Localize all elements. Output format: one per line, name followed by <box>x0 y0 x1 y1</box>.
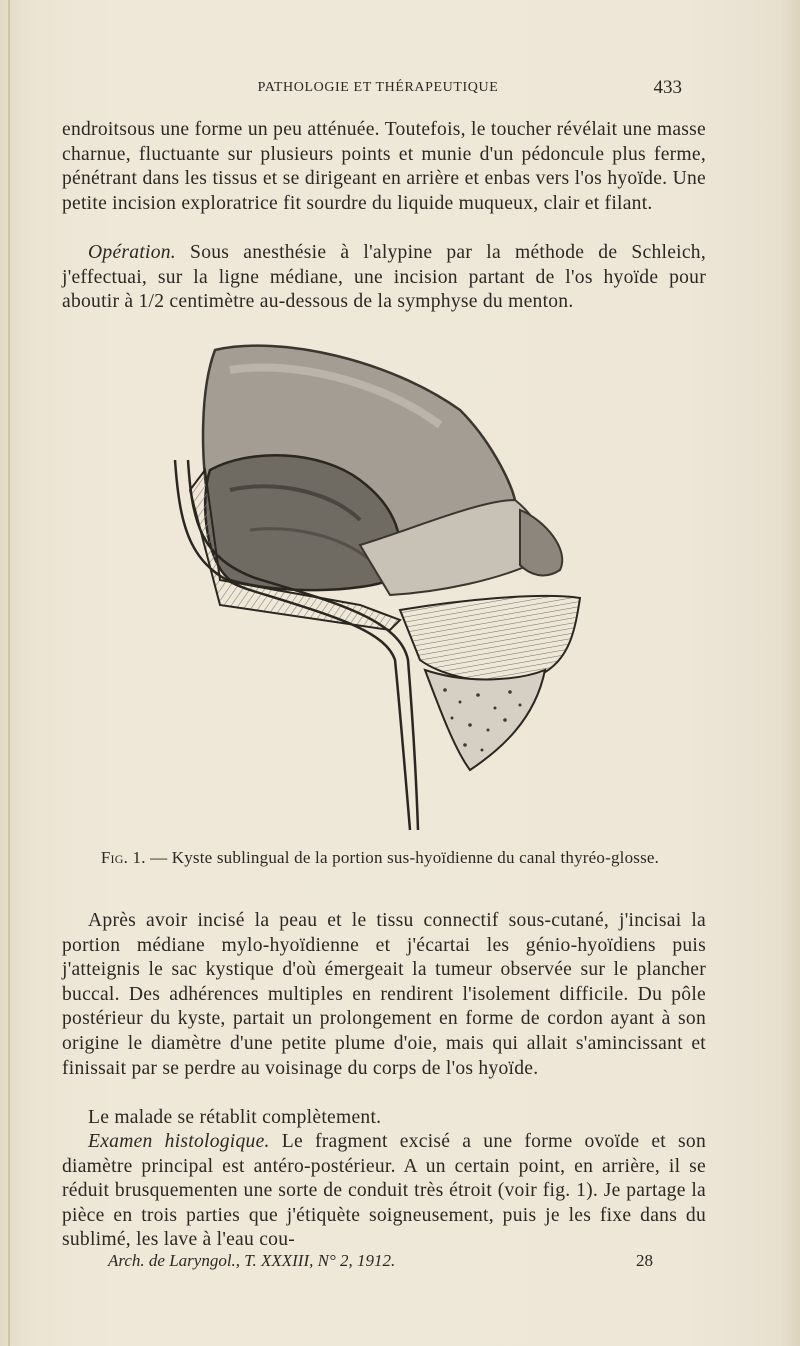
histology-text: Le fragment excisé a une forme ovoïde et son diamètre principal est antéro-postérieur. A un certain point, en arrière, il se réduit brusquementen une sorte de conduit très étroit (voir fig. 1). Je partage la pièce en trois parties que j'étiquète soigneusement, puis je les fixe dans du sublimé, les lave à l'eau cou- <box>62 1131 707 1251</box>
figure-label: Fig. 1. <box>100 848 146 867</box>
histology-label: Examen histologique. <box>88 1131 270 1152</box>
running-head <box>66 77 690 102</box>
running-title: PATHOLOGIE ET THÉRAPEUTIQUE <box>257 80 499 95</box>
paragraph-recovery: Le malade se rétablit complètement. <box>88 1107 382 1128</box>
paragraph-1: endroitsous une forme un peu atténuée. Toutefois, le toucher révélait une masse charnue, fluctuante sur plusieurs points et munie d'un pédoncule plus ferme, pénétrant dans les tissus et se dirigeant en arrière et enbas vers l'os hyoïde. Une petite incision exploratrice fit sourdre du liquide muqueux, clair et filant. <box>62 119 706 214</box>
paragraph-operation <box>62 241 706 315</box>
page-edge <box>8 0 10 1346</box>
figure-caption-text: — Kyste sublingual de la portion sus-hyoïdienne du canal thyréo-glosse. <box>145 848 660 867</box>
signature-mark: 28 <box>636 1251 653 1270</box>
figure-illustration <box>160 330 600 840</box>
paragraph-histology <box>62 1130 706 1253</box>
journal-reference: Arch. de Laryngol., T. XXXIII, N° 2, 1912. <box>108 1251 396 1270</box>
operation-label: Opération. <box>88 242 176 263</box>
figure-caption <box>70 847 690 869</box>
hyoid-region <box>400 596 580 770</box>
page-footer <box>108 1251 653 1275</box>
page-number: 433 <box>653 77 682 98</box>
paragraph-procedure: Après avoir incisé la peau et le tissu connectif sous-cutané, j'incisai la portion médiane mylo-hyoïdienne et j'écartai les génio-hyoïdiens puis j'atteignis le sac kystique d'où émergeait la tumeur observée sur le plancher buccal. Des adhérences multiples en rendirent l'isolement difficile. Du pôle postérieur du kyste, partait un prolongement en forme de cordon ayant à son origine le diamètre d'une petite plume d'oie, mais qui allait s'amincissant et finissait par se perdre au voisinage du corps de l'os hyoïde. <box>62 910 706 1079</box>
operation-text: Sous anesthésie à l'alypine par la méthode de Schleich, j'effectuai, sur la ligne médiane, une incision partant de l'os hyoïde pour aboutir à 1/2 centimètre au-dessous de la symphyse du menton. <box>62 242 706 313</box>
